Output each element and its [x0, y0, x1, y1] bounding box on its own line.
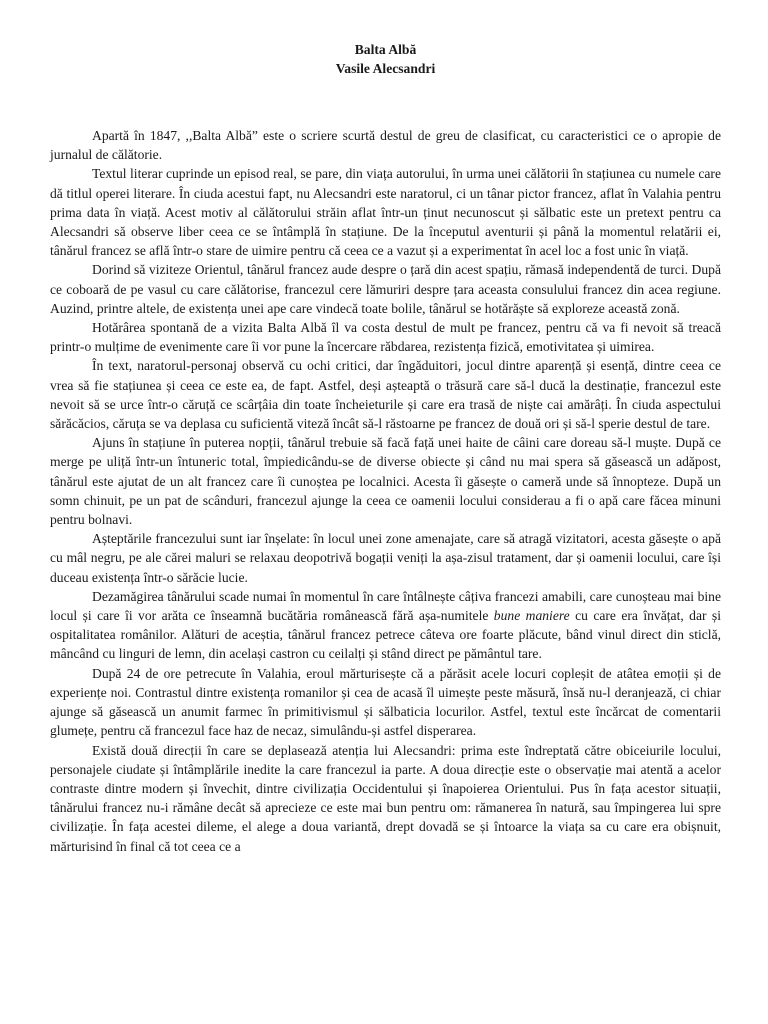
paragraph-1: Apartă în 1847, ,,Balta Albă” este o scriere scurtă destul de greu de clasificat, cu caracteristici ce o apropie de jurnalul de călătorie. [50, 128, 721, 163]
paragraph-9: După 24 de ore petrecute în Valahia, eroul mărturisește că a părăsit acele locuri copleșit de atâtea emoții și de experiențe noi. Contrastul dintre existența romanilor și cea de acasă îl uimește peste măsură, însă nu-l deranjează, ci chiar ajunge să găsească un anumit farmec în primitivismul și sălbaticia locurilor. Astfel, textul este încărcat de comentarii glumețe, pentru că francezul face haz de necaz, simulându-și astfel disperarea. [50, 665, 721, 739]
paragraph-8 [50, 587, 721, 664]
paragraph-4: Hotărârea spontană de a vizita Balta Albă îl va costa destul de mult pe francez, pentru că va fi nevoit să treacă printr-o mulțime de evenimente care îi vor pune la încercare răbdarea, rezistența fizică, emotivitatea și uimirea. [50, 320, 721, 355]
paragraph-7: Așteptările francezului sunt iar înșelate: în locul unei zone amenajate, care să atragă vizitatori, acesta găsește o apă cu mâl negru, pe ale cărei maluri se relaxau deopotrivă bogații veniți la așa-zisul tratament, dar și oamenii locului, care își duceau existența într-o sărăcie lucie. [50, 531, 721, 585]
document-author: Vasile Alecsandri [335, 61, 436, 76]
paragraph-3: Dorind să viziteze Orientul, tânărul francez aude despre o țară din acest spațiu, rămasă independentă de turci. După ce coboară de pe vasul cu care călătorise, francezul cere lămuriri despre țara aceasta consulului francez din acea regiune. Auzind, printre altele, de existența unei ape care vindecă toate bolile, tânărul se hotărăște să exploreze această zonă. [50, 262, 721, 316]
document-page [50, 40, 721, 856]
paragraph-2: Textul literar cuprinde un episod real, se pare, din viața autorului, în urma unei călătorii în stațiunea cu numele care dă titlul operei literare. În ciuda acestui fapt, nu Alecsandri este naratorul, ci un tânar pictor francez, aflat în Valahia pentru prima data în viață. Acest motiv al călătorului străin aflat într-un ținut necunoscut și sălbatic este un pretext pentru ca Alecsandri să observe liber ceea ce se întâmplă în stațiune. De la începutul aventurii și până la momentul relatării ei, tânărul francez se află într-o stare de uimire pentru că ceea ce a vazut și a experimentat în acel loc a fost unic în viață. [50, 166, 721, 259]
paragraph-8-italic: bune maniere [493, 608, 570, 624]
paragraph-6: Ajuns în stațiune în puterea nopții, tânărul trebuie să facă față unei haite de câini care doreau să-l muște. După ce merge pe uliță într-un întuneric total, împiedicându-se de diverse obiecte și când nu mai spera să găsească un adăpost, tânărul este ajutat de un alt francez care îi cunoștea pe localnici. Acesta îi găsește o cameră unde să înnopteze. După un somn chinuit, pe un pat de scânduri, francezul ajunge la ceea ce oamenii locului considerau a fi o apă care făcea minuni pentru bolnavi. [50, 435, 721, 528]
paragraph-8-end: cu care era învățat, dar și ospitalitatea românilor. Alături de aceștia, tânărul francez petrece câteva ore foarte plăcute, bând vinul direct din sticlă, mâncând cu linguri de lemn, din același castron cu ceilalți și stând direct pe pământul tare. [50, 608, 721, 662]
paragraph-5: În text, naratorul-personaj observă cu ochi critici, dar îngăduitori, jocul dintre aparență și esență, dintre ceea ce vrea să fie stațiunea și ceea ce este ea, de fapt. Astfel, deși așteaptă o trăsură care să-l ducă la destinație, francezul este nevoit să se urce într-o căruță ce scârțâia din toate încheieturile și care era trasă de niște cai amărâți. În ciuda aspectului sărăcăcios, căruța se va deplasa cu suficientă viteză încât să-l răstoarne pe francez de două ori și să-l sperie destul de tare. [50, 358, 721, 432]
document-title: Balta Albă [354, 42, 417, 57]
paragraph-10: Există două direcții în care se deplasează atenția lui Alecsandri: prima este îndreptată către obiceiurile locului, personajele ciudate și întâmplările inedite la care francezul ia parte. A doua direcție este o observație mai atentă a acelor contraste dintre modern și învechit, dintre civilizația Occidentului și înapoierea Orientului. Pus în fața acestor situații, tânărului francez nu-i rămâne decât să aprecieze ce este mai bun pentru om: rămanerea în natură, sau împingerea lui spre civilizație. În fața acestei dileme, el alege a doua variantă, drept dovadă se și întoarce la viața sa cu care era obișnuit, mărturisind în final că tot ceea ce a [50, 742, 721, 854]
title-spacer [50, 78, 721, 126]
paragraph-8-start: Dezamăgirea tânărului scade numai în momentul în care întâlnește câțiva francezi amabili, care cunoșteau mai bine locul și care îi vor arăta ce înseamnă bucătăria românească fără așa-numitele [50, 588, 721, 624]
